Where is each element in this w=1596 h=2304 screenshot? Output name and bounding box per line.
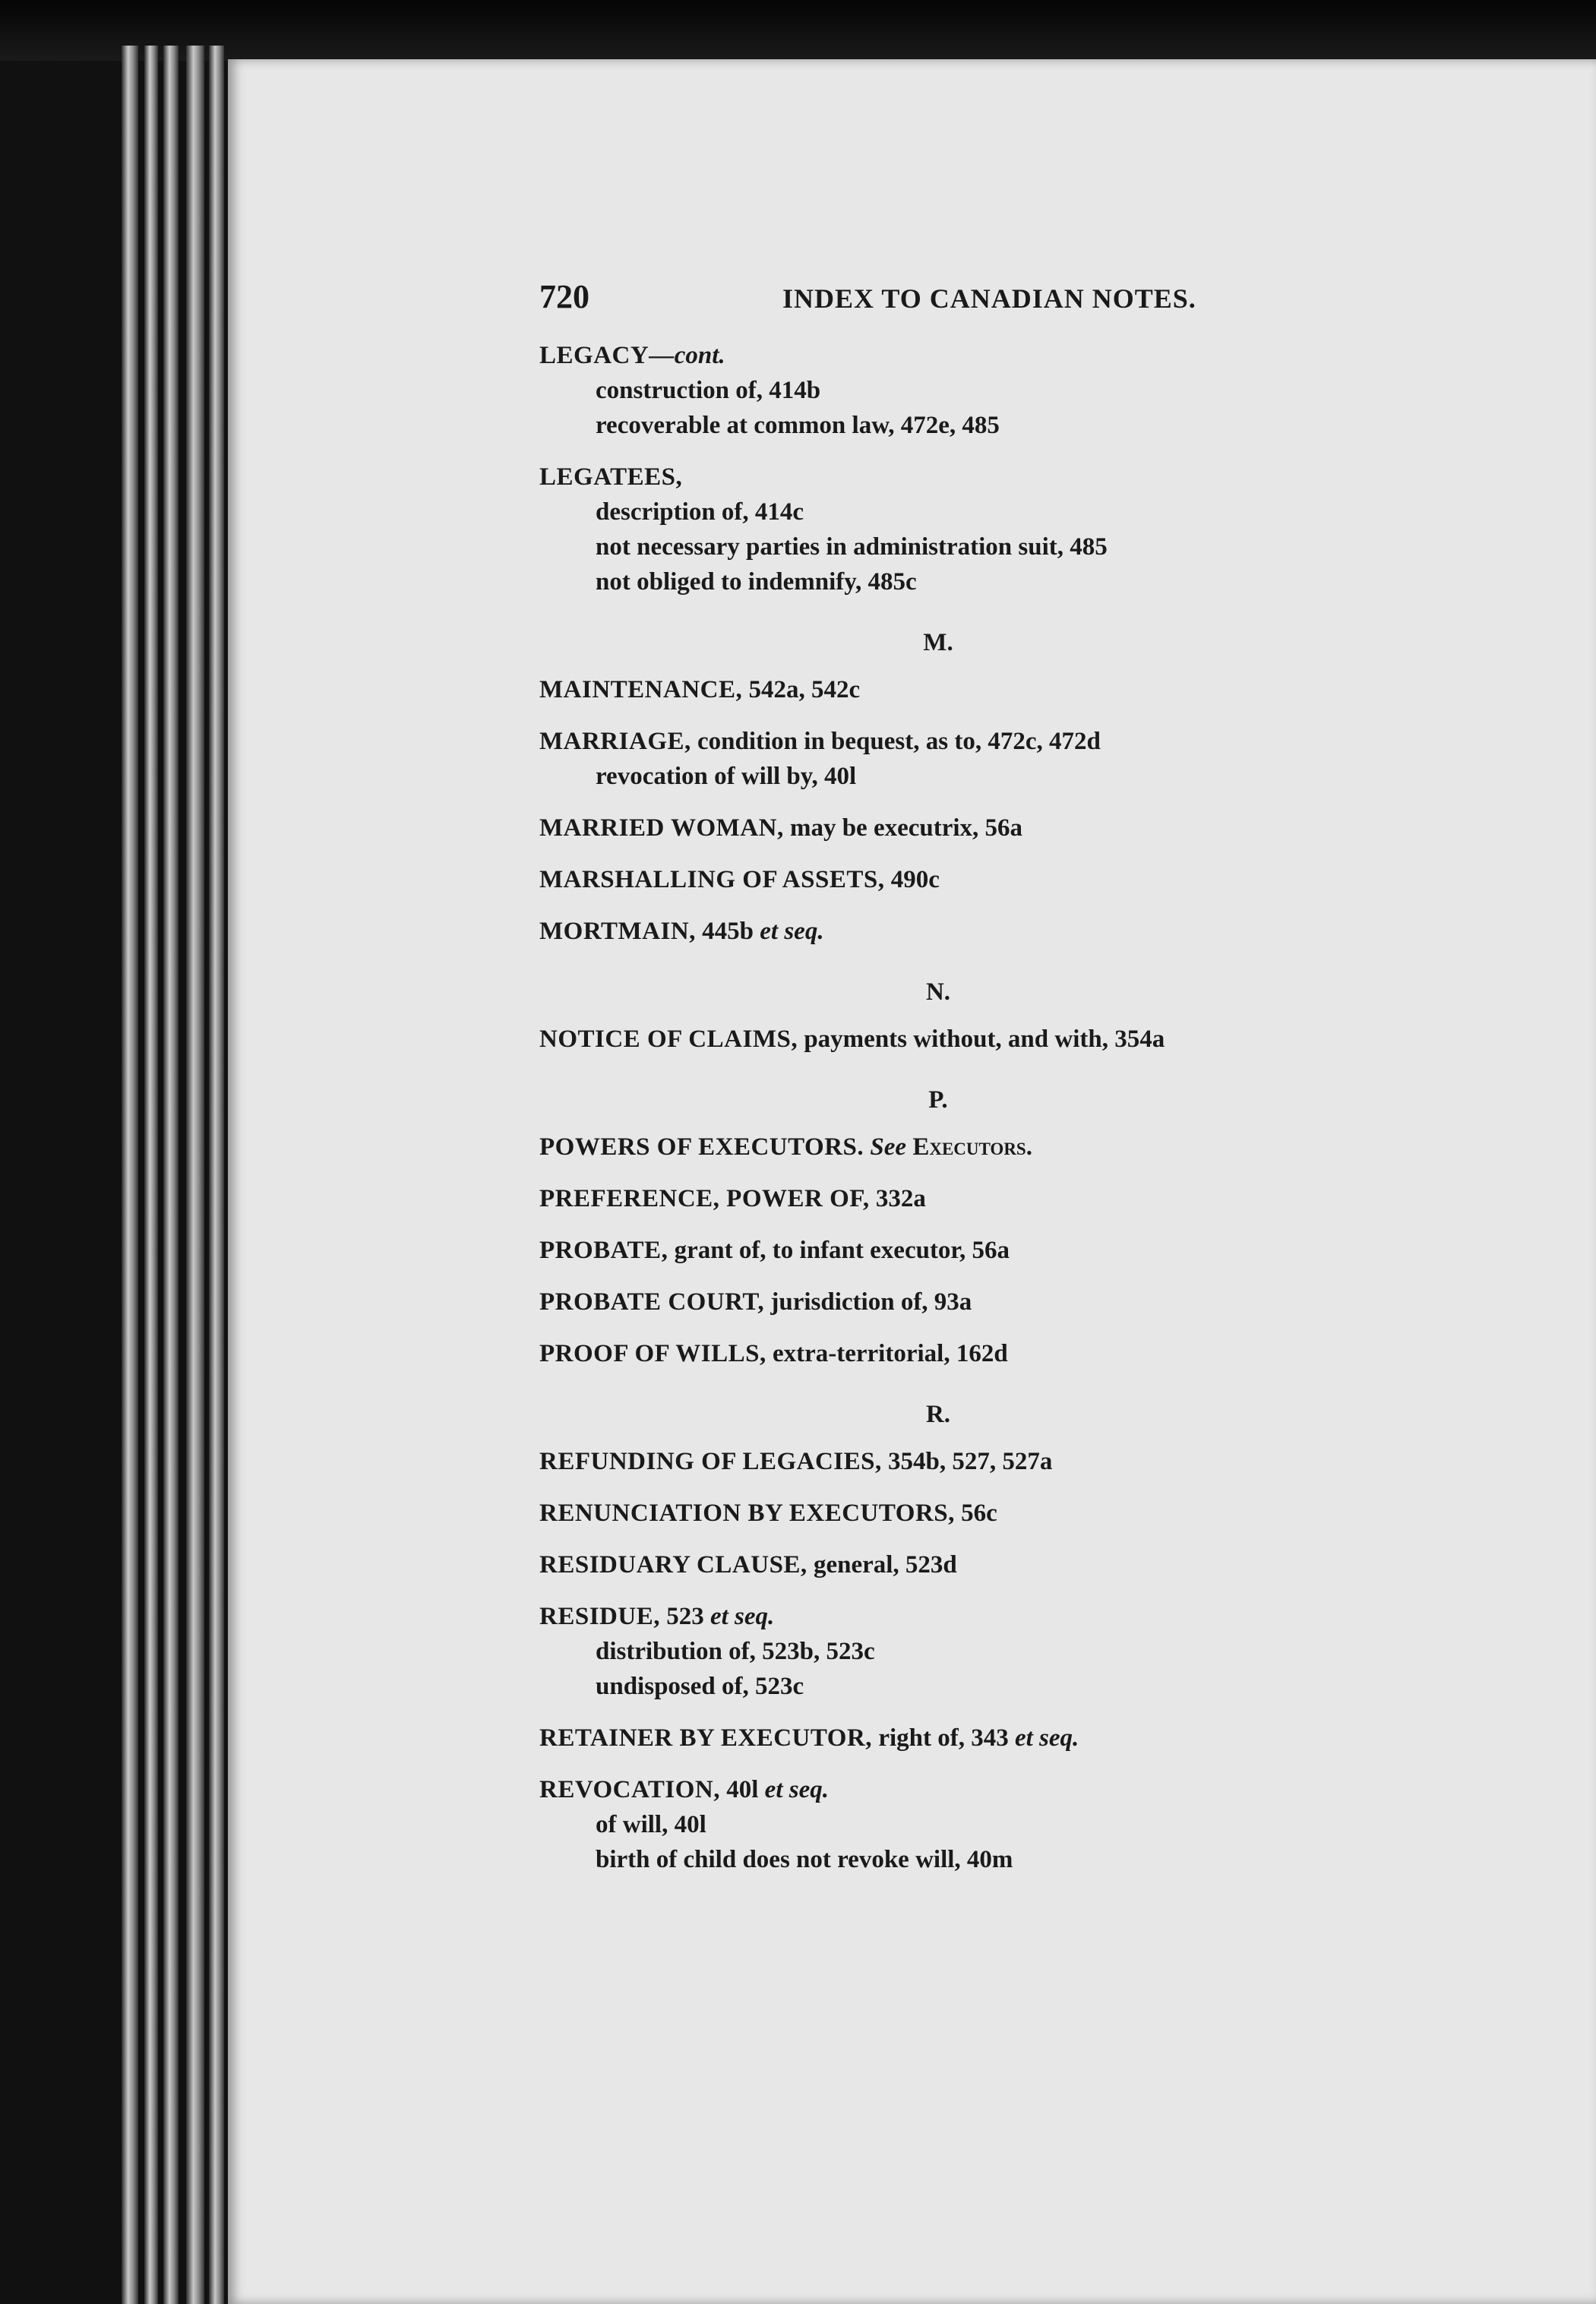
index-entry-line: [539, 1181, 1337, 1216]
index-references: extra-territorial, 162d: [766, 1340, 1008, 1367]
index-references: 542a, 542c: [742, 676, 861, 703]
index-term: RETAINER BY EXECUTOR,: [539, 1724, 873, 1752]
index-entry-line: [539, 1022, 1337, 1057]
index-term: POWERS OF EXECUTORS.: [539, 1133, 864, 1161]
index-references: general, 523d: [807, 1551, 957, 1579]
section-letter: N.: [925, 978, 951, 1006]
page-edge: [122, 46, 138, 2304]
index-subentry: distribution of, 523b, 523c: [596, 1638, 875, 1665]
index-entry-line: [539, 862, 1337, 897]
index-cross-reference: Executors.: [906, 1133, 1032, 1161]
index-entry-line: [539, 811, 1337, 845]
index-italic-reference: et seq.: [764, 1776, 829, 1803]
index-entry: [539, 862, 1337, 897]
index-term: MORTMAIN,: [539, 918, 696, 945]
section-letter: M.: [923, 629, 953, 656]
section-letter: P.: [928, 1086, 948, 1114]
index-term: PROBATE COURT,: [539, 1288, 765, 1316]
index-entry-line: [539, 1496, 1337, 1531]
index-entry: [539, 338, 1337, 443]
index-entry-line: [539, 672, 1337, 707]
index-entry: [539, 1336, 1337, 1371]
index-references: may be executrix, 56a: [783, 814, 1023, 842]
index-italic-reference: et seq.: [710, 1603, 775, 1630]
index-references: condition in bequest, as to, 472c, 472d: [691, 728, 1101, 755]
index-subentry: birth of child does not revoke will, 40m: [596, 1846, 1013, 1873]
page-edge: [209, 46, 224, 2304]
index-entry-line: [539, 724, 1337, 759]
index-entry: [539, 672, 1337, 707]
index-entry: [539, 811, 1337, 845]
index-entry-line: [539, 1772, 1337, 1807]
index-entry-line: [539, 1547, 1337, 1582]
index-entry: [539, 1022, 1337, 1057]
index-entries: [539, 338, 1337, 1877]
index-entry-line: [539, 1336, 1337, 1371]
index-references: 354b, 527, 527a: [881, 1448, 1053, 1475]
index-entry-line: [539, 1130, 1337, 1165]
index-subentry: recoverable at common law, 472e, 485: [596, 412, 1000, 439]
index-entry-line: [539, 1444, 1337, 1479]
index-term: REVOCATION,: [539, 1776, 720, 1803]
index-entry-line: [539, 1599, 1337, 1634]
index-entry: [539, 1130, 1337, 1165]
index-term: REFUNDING OF LEGACIES,: [539, 1448, 882, 1475]
index-entry: [539, 1547, 1337, 1582]
index-italic-reference: et seq.: [760, 918, 824, 945]
index-term: MARRIAGE,: [539, 728, 691, 755]
index-references: jurisdiction of, 93a: [764, 1288, 972, 1316]
index-entry: [539, 724, 1337, 794]
index-entry: [539, 1444, 1337, 1479]
index-entry-line: [539, 1285, 1337, 1320]
index-term: MAINTENANCE,: [539, 676, 743, 703]
index-subentry: undisposed of, 523c: [596, 1673, 804, 1700]
index-subentry: construction of, 414b: [596, 377, 821, 404]
page-number: 720: [539, 278, 589, 315]
index-term: RENUNCIATION BY EXECUTORS,: [539, 1500, 955, 1527]
scan-top-shadow: [0, 0, 1596, 61]
index-subentry: not obliged to indemnify, 485c: [596, 568, 917, 596]
index-entry-line: [539, 1233, 1337, 1268]
index-term: PROBATE,: [539, 1237, 668, 1264]
index-term: PROOF OF WILLS,: [539, 1340, 766, 1367]
index-term: RESIDUE,: [539, 1603, 660, 1630]
index-term: MARSHALLING OF ASSETS,: [539, 866, 885, 893]
index-subentry: not necessary parties in administration suit, 485: [596, 533, 1108, 561]
index-term: NOTICE OF CLAIMS,: [539, 1026, 798, 1053]
index-references: 56c: [954, 1500, 997, 1527]
index-subentry: of will, 40l: [596, 1811, 706, 1838]
page-edge: [186, 46, 204, 2304]
index-references: 490c: [884, 866, 940, 893]
index-entry-line: [539, 1721, 1337, 1756]
section-letter: R.: [925, 1401, 951, 1428]
index-references: 523: [659, 1603, 710, 1630]
index-entry: [539, 1233, 1337, 1268]
index-term: LEGACY—: [539, 342, 675, 369]
running-head: [539, 277, 1337, 330]
index-entry: [539, 914, 1337, 949]
index-references: 332a: [869, 1185, 926, 1212]
index-references: grant of, to infant executor, 56a: [668, 1237, 1010, 1264]
index-references: 40l: [720, 1776, 765, 1803]
index-entry: [539, 1285, 1337, 1320]
index-page-content: [539, 277, 1337, 1894]
index-term: PREFERENCE, POWER OF,: [539, 1185, 870, 1212]
index-italic-reference: et seq.: [1014, 1724, 1079, 1752]
index-subentry: description of, 414c: [596, 498, 804, 526]
index-references: right of, 343: [872, 1724, 1015, 1752]
index-subentry: revocation of will by, 40l: [596, 763, 857, 790]
index-references: payments without, and with, 354a: [798, 1026, 1165, 1053]
index-entry: [539, 1496, 1337, 1531]
index-term: RESIDUARY CLAUSE,: [539, 1551, 807, 1579]
page-edge: [163, 46, 179, 2304]
index-entry-line: [539, 914, 1337, 949]
index-entry: [539, 1599, 1337, 1704]
index-entry: [539, 1772, 1337, 1877]
index-entry-line: [539, 460, 1337, 495]
index-term: LEGATEES,: [539, 463, 683, 491]
page-title: INDEX TO CANADIAN NOTES.: [782, 283, 1196, 314]
index-entry-line: [539, 338, 1337, 373]
page-edge: [144, 46, 158, 2304]
index-term-continued: cont.: [674, 342, 725, 369]
index-entry: [539, 1721, 1337, 1756]
index-entry: [539, 1181, 1337, 1216]
index-italic-reference: See: [870, 1133, 907, 1161]
index-references: 445b: [695, 918, 760, 945]
index-entry: [539, 460, 1337, 599]
index-term: MARRIED WOMAN,: [539, 814, 784, 842]
